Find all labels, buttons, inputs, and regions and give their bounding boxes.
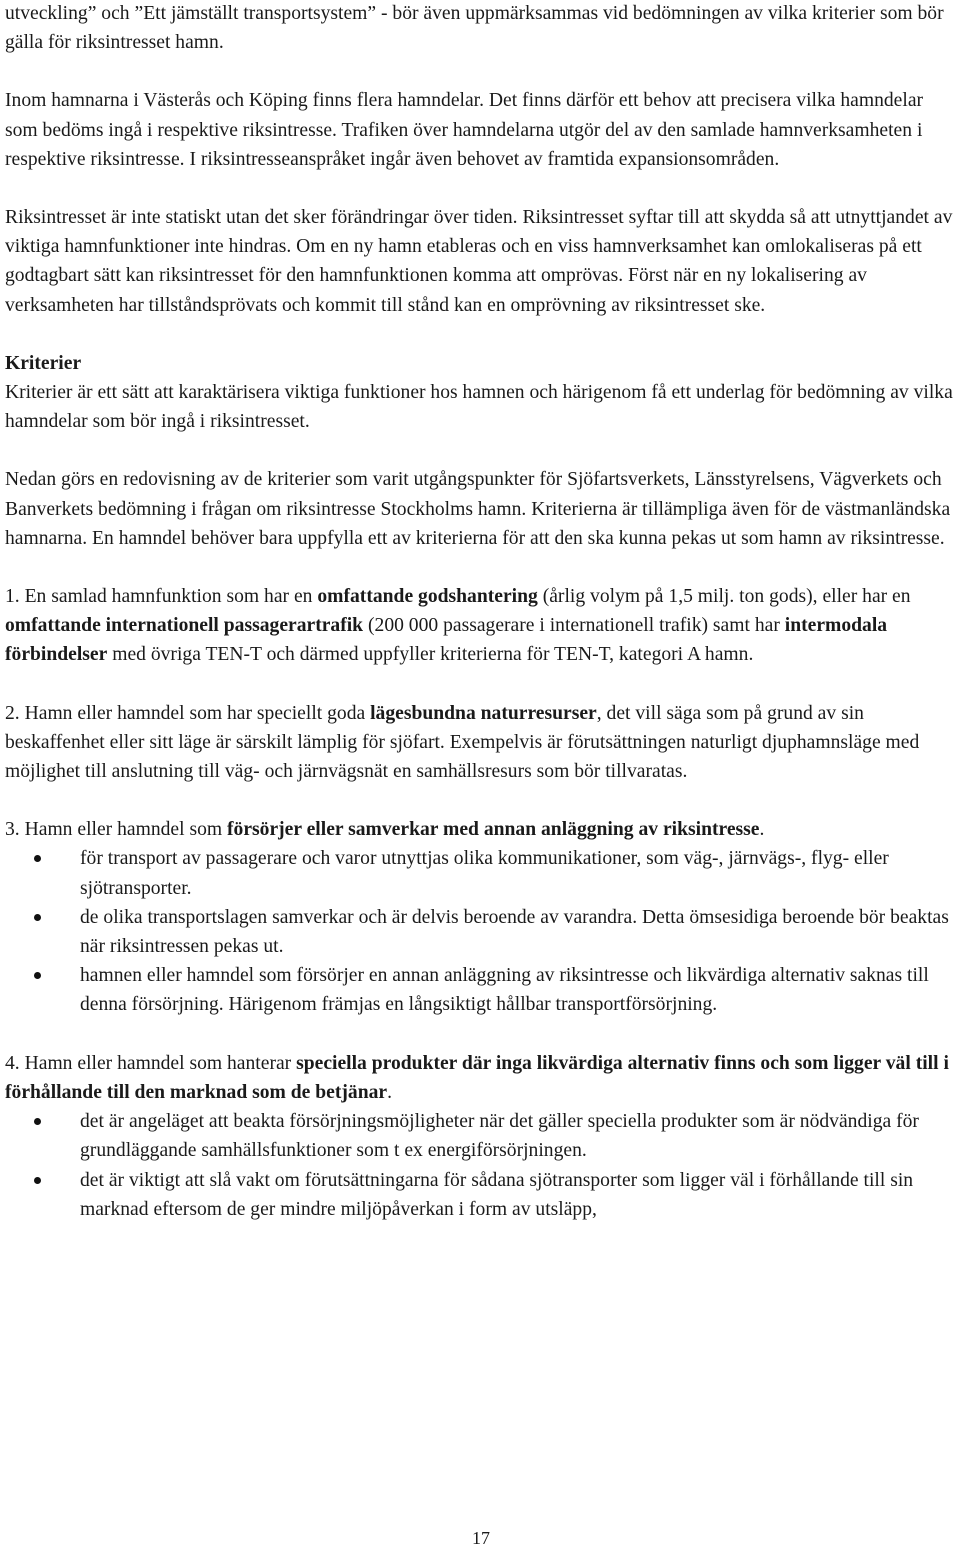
criterion-3-bullet-list bbox=[5, 844, 957, 1019]
paragraph-kriterier-definition: Kriterier är ett sätt att karaktärisera viktiga funktioner hos hamnen och härigenom få ett underlag för bedömning av vilka hamndelar som bör ingå i riksintresset. bbox=[5, 382, 953, 433]
section-heading-kriterier: Kriterier bbox=[5, 352, 82, 374]
criterion-3: 3. Hamn eller hamndel som försörjer eller samverkar med annan anläggning av riksintresse. bbox=[5, 819, 765, 841]
list-item: de olika transportslagen samverkar och är delvis beroende av varandra. Detta ömsesidiga beroende bör beaktas när riksintressen pekas ut. bbox=[5, 903, 957, 961]
page-number: 17 bbox=[472, 1528, 490, 1548]
criterion-1: 1. En samlad hamnfunktion som har en omfattande godshantering (årlig volym på 1,5 milj. ton gods), eller har en omfattande internationell passagerartrafik (200 000 passagerare i internationell trafik) samt har intermodala förbindelser med övriga TEN-T och därmed uppfyller kriterierna för TEN-T, kategori A hamn. bbox=[5, 586, 911, 666]
criterion-4: 4. Hamn eller hamndel som hanterar speciella produkter där inga likvärdiga alternativ finns och som ligger väl till i förhållande till den marknad som de betjänar. bbox=[5, 1052, 949, 1103]
paragraph-intro: utveckling” och ”Ett jämställt transportsystem” - bör även uppmärksammas vid bedömningen av vilka kriterier som bör gälla för riksintresset hamn. bbox=[5, 3, 944, 54]
paragraph-redovisning: Nedan görs en redovisning av de kriterier som varit utgångspunkter för Sjöfartsverkets, Länsstyrelsens, Vägverkets och Banverkets bedömning i frågan om riksintresse Stockholms hamn. Kriterierna är tillämpliga även för de västmanländska hamnarna. En hamndel behöver bara uppfylla ett av kriterierna för att den ska kunna pekas ut som hamn av riksintresse. bbox=[5, 469, 951, 549]
list-item: det är viktigt att slå vakt om förutsättningarna för sådana sjötransporter som ligger väl i förhållande till sin marknad eftersom de ger mindre miljöpåverkan i form av utsläpp, bbox=[5, 1166, 957, 1224]
paragraph-riksintresset: Riksintresset är inte statiskt utan det sker förändringar över tiden. Riksintresset syftar till att skydda så att utnyttjandet av viktiga hamnfunktioner inte hindras. Om en ny hamn etableras och en viss hamnverksamhet kan omlokaliseras på ett godtagbart sätt kan riksintresset för den hamnfunktionen komma att omprövas. Först när en ny lokalisering av verksamheten har tillståndsprövats och kommit till stånd kan en omprövning av riksintresset ske. bbox=[5, 207, 953, 316]
list-item: hamnen eller hamndel som försörjer en annan anläggning av riksintresse och likvärdiga alternativ saknas till denna försörjning. Härigenom främjas en långsiktigt hållbar transportförsörjning. bbox=[5, 961, 957, 1019]
list-item: för transport av passagerare och varor utnyttjas olika kommunikationer, som väg-, järnvägs-, flyg- eller sjötransporter. bbox=[5, 844, 957, 902]
list-item: det är angeläget att beakta försörjningsmöjligheter när det gäller speciella produkter som är nödvändiga för grundläggande samhällsfunktioner som t ex energiförsörjningen. bbox=[5, 1107, 957, 1165]
criterion-2: 2. Hamn eller hamndel som har speciellt goda lägesbundna naturresurser, det vill säga som på grund av sin beskaffenhet eller sitt läge är särskilt lämplig för sjöfart. Exempelvis är förutsättningen naturligt djuphamnsläge med möjlighet till anslutning till väg- och järnvägsnät en samhällsresurs som bör tillvaratas. bbox=[5, 702, 920, 783]
criterion-4-bullet-list bbox=[5, 1107, 957, 1224]
document-page bbox=[5, 0, 957, 1224]
paragraph-hamndelar: Inom hamnarna i Västerås och Köping finns flera hamndelar. Det finns därför ett behov att precisera vilka hamndelar som bedöms ingå i respektive riksintresse. Trafiken över hamndelarna utgör del av den samlade hamnverksamheten i respektive riksintresse. I riksintresseanspråket ingår även behovet av framtida expansionsområden. bbox=[5, 90, 924, 170]
